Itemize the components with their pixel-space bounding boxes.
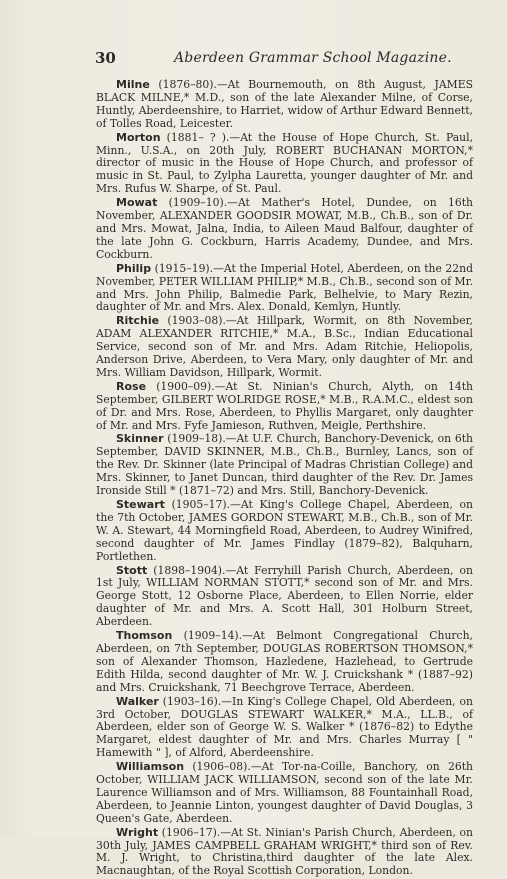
entry-milne bbox=[96, 79, 473, 131]
entry-surname: Ritchie bbox=[116, 314, 160, 328]
entry-thomson bbox=[96, 630, 473, 695]
entry-surname: Milne bbox=[116, 78, 150, 91]
entry-text: (1905–17).—At King's College Chapel, Aberdeen, on the 7th October, JAMES GORDON STEWART, M.B., Ch.B., son of Mr. W. A. Stewart, 44 Morningfield Road, Aberdeen, to Audrey Winifred, second daughter of Mr. James Findlay (1879–82), Balquharn, Portlethen. bbox=[96, 498, 473, 563]
entry-stewart bbox=[96, 499, 473, 564]
marriage-notices bbox=[96, 79, 473, 879]
entry-surname: Stott bbox=[116, 563, 148, 577]
entry-text: (1903–08).—At Hillpark, Wormit, on 8th November, ADAM ALEXANDER RITCHIE,* M.A., B.Sc., Indian Educational Service, second son of Mr. and Mrs. Adam Ritchie, Heliopolis, Anderson Drive, Aberdeen, to Vera Mary, only daughter of Mr. and Mrs. William Davidson, Hillpark, Wormit. bbox=[96, 314, 473, 379]
entry-surname: Mowat bbox=[116, 196, 158, 210]
entry-text: (1903–16).—In King's College Chapel, Old Aberdeen, on 3rd October, DOUGLAS STEWART WALKER,* M.A., LL.B., of Aberdeen, elder son of George W. S. Walker * (1876–82) to Edythe Margaret, eldest daughter of Mr. and Mrs. Charles Murray [ " Hamewith " ], of Alford, Aberdeenshire. bbox=[96, 694, 473, 760]
page-number: 30 bbox=[95, 49, 116, 67]
page-header bbox=[95, 48, 475, 68]
entry-stott bbox=[96, 565, 473, 630]
entry-wright bbox=[96, 827, 473, 879]
entry-text: (1906–17).—At St. Ninian's Parish Church, Aberdeen, on 30th July, JAMES CAMPBELL GRAHAM WRIGHT,* third son of Rev. M. J. Wright, to Christina,third daughter of the late Alex. Macnaughtan, of the Royal Scottish Corporation, London. bbox=[96, 825, 473, 878]
running-title: Aberdeen Grammar School Magazine. bbox=[174, 50, 452, 66]
entry-text: (1906–08).—At Tor-na-Coille, Banchory, on 26th October, WILLIAM JACK WILLIAMSON, second son of the late Mr. Laurence Williamson and of Mrs. Williamson, 88 Fountainhall Road, Aberdeen, to Jeannie Linton, youngest daughter of David Douglas, 3 Queen's Gate, Aberdeen. bbox=[96, 760, 473, 825]
entry-surname: Thomson bbox=[116, 629, 173, 643]
entry-text: (1909–18).—At U.F. Church, Banchory-Devenick, on 6th September, DAVID SKINNER, M.B., Ch.B., Burnley, Lancs, son of the Rev. Dr. Skinner (late Principal of Madras Christian College) and Mrs. Skinner, to Janet Duncan, third daughter of the Rev. Dr. James Ironside Still * (1871–72) and Mrs. Still, Banchory-Devenick. bbox=[96, 432, 473, 498]
entry-text: (1881– ? ).—At the House of Hope Church, St. Paul, Minn., U.S.A., on 20th July, ROBERT BUCHANAN MORTON,* director of music in the House of Hope Church, and professor of music in St. Paul, to Zylpha Lauretta, younger daughter of Mr. and Mrs. Rufus W. Sharpe, of St. Paul. bbox=[96, 130, 473, 196]
entry-surname: Walker bbox=[116, 694, 159, 708]
entry-surname: Stewart bbox=[116, 498, 165, 511]
entry-philip bbox=[96, 263, 473, 315]
entry-rose bbox=[96, 381, 473, 433]
entry-text: (1900–09).—At St. Ninian's Church, Alyth, on 14th September, GILBERT WOLRIDGE ROSE,* M.B., R.A.M.C., eldest son of Dr. and Mrs. Rose, Aberdeen, to Phyllis Margaret, only daughter of Mr. and Mrs. Fyfe Jamieson, Ruthven, Meigle, Perthshire. bbox=[96, 379, 473, 432]
entry-surname: Philip bbox=[116, 261, 152, 275]
entry-skinner bbox=[96, 433, 473, 498]
entry-text: (1909–14).—At Belmont Congregational Church, Aberdeen, on 7th September, DOUGLAS ROBERTSON THOMSON,* son of Alexander Thomson, Hazledene, Hazlehead, to Gertrude Edith Hilda, second daughter of Mr. W. J. Cruickshank * (1887–92) and Mrs. Cruickshank, 71 Beechgrove Terrace, Aberdeen. bbox=[96, 629, 473, 694]
entry-text: (1909–10).—At Mather's Hotel, Dundee, on 16th November, ALEXANDER GOODSIR MOWAT, M.B., Ch.B., son of Dr. and Mrs. Mowat, Jalna, India, to Aileen Maud Balfour, daughter of the late John G. Cockburn, Harris Academy, Dundee, and Mrs. Cockburn. bbox=[96, 196, 473, 261]
entry-mowat bbox=[96, 197, 473, 262]
entry-williamson bbox=[96, 761, 473, 826]
entry-surname: Skinner bbox=[116, 432, 164, 446]
entry-morton bbox=[96, 132, 473, 197]
entry-surname: Williamson bbox=[116, 760, 185, 774]
entry-surname: Rose bbox=[116, 379, 147, 393]
entry-text: (1915–19).—At the Imperial Hotel, Aberdeen, on the 22nd November, PETER WILLIAM PHILIP,* M.B., Ch.B., second son of Mr. and Mrs. John Philip, Balmedie Park, Belhelvie, to Mary Rezin, daughter of Mr. and Mrs. Alex. Donald, Kemlyn, Huntly. bbox=[96, 261, 473, 314]
entry-surname: Morton bbox=[116, 130, 161, 144]
entry-text: (1876–80).—At Bournemouth, on 8th August, JAMES BLACK MILNE,* M.D., son of the late Alexander Milne, of Corse, Huntly, Aberdeenshire, to Harriet, widow of Arthur Edward Bennett, of Tolles Road, Leicester. bbox=[96, 78, 473, 130]
entry-ritchie bbox=[96, 315, 473, 380]
entry-surname: Wright bbox=[116, 825, 159, 839]
entry-walker bbox=[96, 696, 473, 761]
entry-text: (1898–1904).—At Ferryhill Parish Church, Aberdeen, on 1st July, WILLIAM NORMAN STOTT,* second son of Mr. and Mrs. George Stott, 12 Osborne Place, Aberdeen, to Ellen Norrie, elder daughter of Mr. and Mrs. A. Scott Hall, 301 Holburn Street, Aberdeen. bbox=[96, 563, 473, 629]
